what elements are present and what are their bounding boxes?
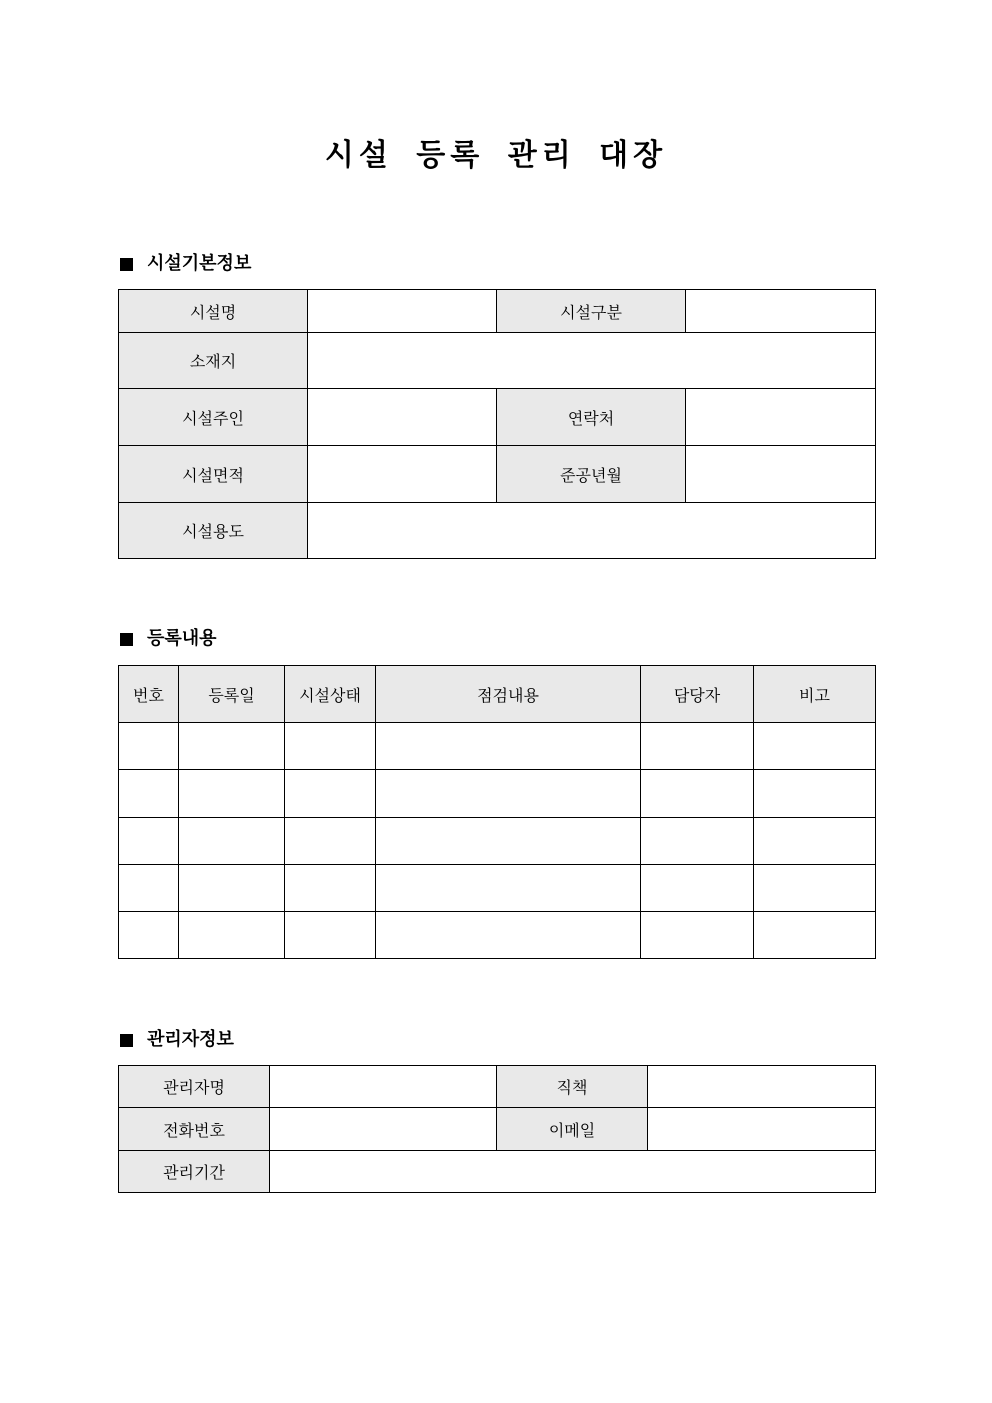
cell-number[interactable] bbox=[119, 723, 179, 770]
field-email[interactable] bbox=[648, 1108, 876, 1151]
table-row bbox=[119, 1151, 876, 1193]
cell-inspection[interactable] bbox=[376, 818, 641, 865]
cell-status[interactable] bbox=[285, 770, 376, 818]
field-manager-name[interactable] bbox=[270, 1066, 497, 1108]
table-row bbox=[119, 1066, 876, 1108]
column-header-remarks: 비고 bbox=[754, 666, 876, 723]
table-row bbox=[119, 865, 876, 912]
cell-inspection[interactable] bbox=[376, 912, 641, 959]
field-period[interactable] bbox=[270, 1151, 876, 1193]
field-completion[interactable] bbox=[686, 446, 876, 503]
column-header-number: 번호 bbox=[119, 666, 179, 723]
square-bullet-icon bbox=[120, 1034, 133, 1047]
cell-status[interactable] bbox=[285, 818, 376, 865]
cell-person[interactable] bbox=[641, 770, 754, 818]
cell-inspection[interactable] bbox=[376, 770, 641, 818]
cell-date[interactable] bbox=[179, 770, 285, 818]
manager-info-table bbox=[118, 1065, 876, 1193]
cell-remarks[interactable] bbox=[754, 818, 876, 865]
label-owner: 시설주인 bbox=[119, 389, 308, 446]
basic-info-table bbox=[118, 289, 876, 559]
cell-remarks[interactable] bbox=[754, 770, 876, 818]
cell-date[interactable] bbox=[179, 818, 285, 865]
cell-remarks[interactable] bbox=[754, 865, 876, 912]
cell-date[interactable] bbox=[179, 723, 285, 770]
label-phone: 전화번호 bbox=[119, 1108, 270, 1151]
column-header-person: 담당자 bbox=[641, 666, 754, 723]
cell-status[interactable] bbox=[285, 865, 376, 912]
field-area[interactable] bbox=[308, 446, 497, 503]
section-heading-basic bbox=[120, 252, 251, 276]
label-facility-category: 시설구분 bbox=[497, 290, 686, 333]
cell-date[interactable] bbox=[179, 912, 285, 959]
table-row bbox=[119, 333, 876, 389]
table-row bbox=[119, 818, 876, 865]
table-row bbox=[119, 446, 876, 503]
section-heading-basic-label: 시설기본정보 bbox=[147, 253, 252, 274]
table-row bbox=[119, 503, 876, 559]
label-usage: 시설용도 bbox=[119, 503, 308, 559]
label-area: 시설면적 bbox=[119, 446, 308, 503]
field-position[interactable] bbox=[648, 1066, 876, 1108]
field-owner[interactable] bbox=[308, 389, 497, 446]
cell-number[interactable] bbox=[119, 912, 179, 959]
label-completion: 준공년월 bbox=[497, 446, 686, 503]
table-row bbox=[119, 389, 876, 446]
cell-person[interactable] bbox=[641, 818, 754, 865]
registration-table bbox=[118, 665, 876, 959]
table-header-row bbox=[119, 666, 876, 723]
section-heading-manager-label: 관리자정보 bbox=[147, 1029, 234, 1050]
cell-inspection[interactable] bbox=[376, 865, 641, 912]
label-email: 이메일 bbox=[497, 1108, 648, 1151]
field-facility-name[interactable] bbox=[308, 290, 497, 333]
table-row bbox=[119, 290, 876, 333]
cell-number[interactable] bbox=[119, 770, 179, 818]
cell-date[interactable] bbox=[179, 865, 285, 912]
label-manager-name: 관리자명 bbox=[119, 1066, 270, 1108]
field-phone[interactable] bbox=[270, 1108, 497, 1151]
field-contact[interactable] bbox=[686, 389, 876, 446]
cell-person[interactable] bbox=[641, 912, 754, 959]
label-period: 관리기간 bbox=[119, 1151, 270, 1193]
field-facility-category[interactable] bbox=[686, 290, 876, 333]
column-header-date: 등록일 bbox=[179, 666, 285, 723]
cell-inspection[interactable] bbox=[376, 723, 641, 770]
section-heading-registration bbox=[120, 627, 217, 651]
square-bullet-icon bbox=[120, 258, 133, 271]
table-row bbox=[119, 770, 876, 818]
cell-status[interactable] bbox=[285, 912, 376, 959]
table-row bbox=[119, 1108, 876, 1151]
square-bullet-icon bbox=[120, 633, 133, 646]
column-header-inspection: 점검내용 bbox=[376, 666, 641, 723]
cell-person[interactable] bbox=[641, 865, 754, 912]
label-contact: 연락처 bbox=[497, 389, 686, 446]
table-row bbox=[119, 912, 876, 959]
document-title: 시설 등록 관리 대장 bbox=[324, 138, 668, 173]
section-heading-manager bbox=[120, 1028, 234, 1052]
column-header-status: 시설상태 bbox=[285, 666, 376, 723]
field-location[interactable] bbox=[308, 333, 876, 389]
cell-status[interactable] bbox=[285, 723, 376, 770]
cell-person[interactable] bbox=[641, 723, 754, 770]
label-facility-name: 시설명 bbox=[119, 290, 308, 333]
section-heading-registration-label: 등록내용 bbox=[147, 628, 217, 649]
cell-number[interactable] bbox=[119, 865, 179, 912]
field-usage[interactable] bbox=[308, 503, 876, 559]
label-position: 직책 bbox=[497, 1066, 648, 1108]
cell-remarks[interactable] bbox=[754, 912, 876, 959]
cell-remarks[interactable] bbox=[754, 723, 876, 770]
label-location: 소재지 bbox=[119, 333, 308, 389]
table-row bbox=[119, 723, 876, 770]
cell-number[interactable] bbox=[119, 818, 179, 865]
